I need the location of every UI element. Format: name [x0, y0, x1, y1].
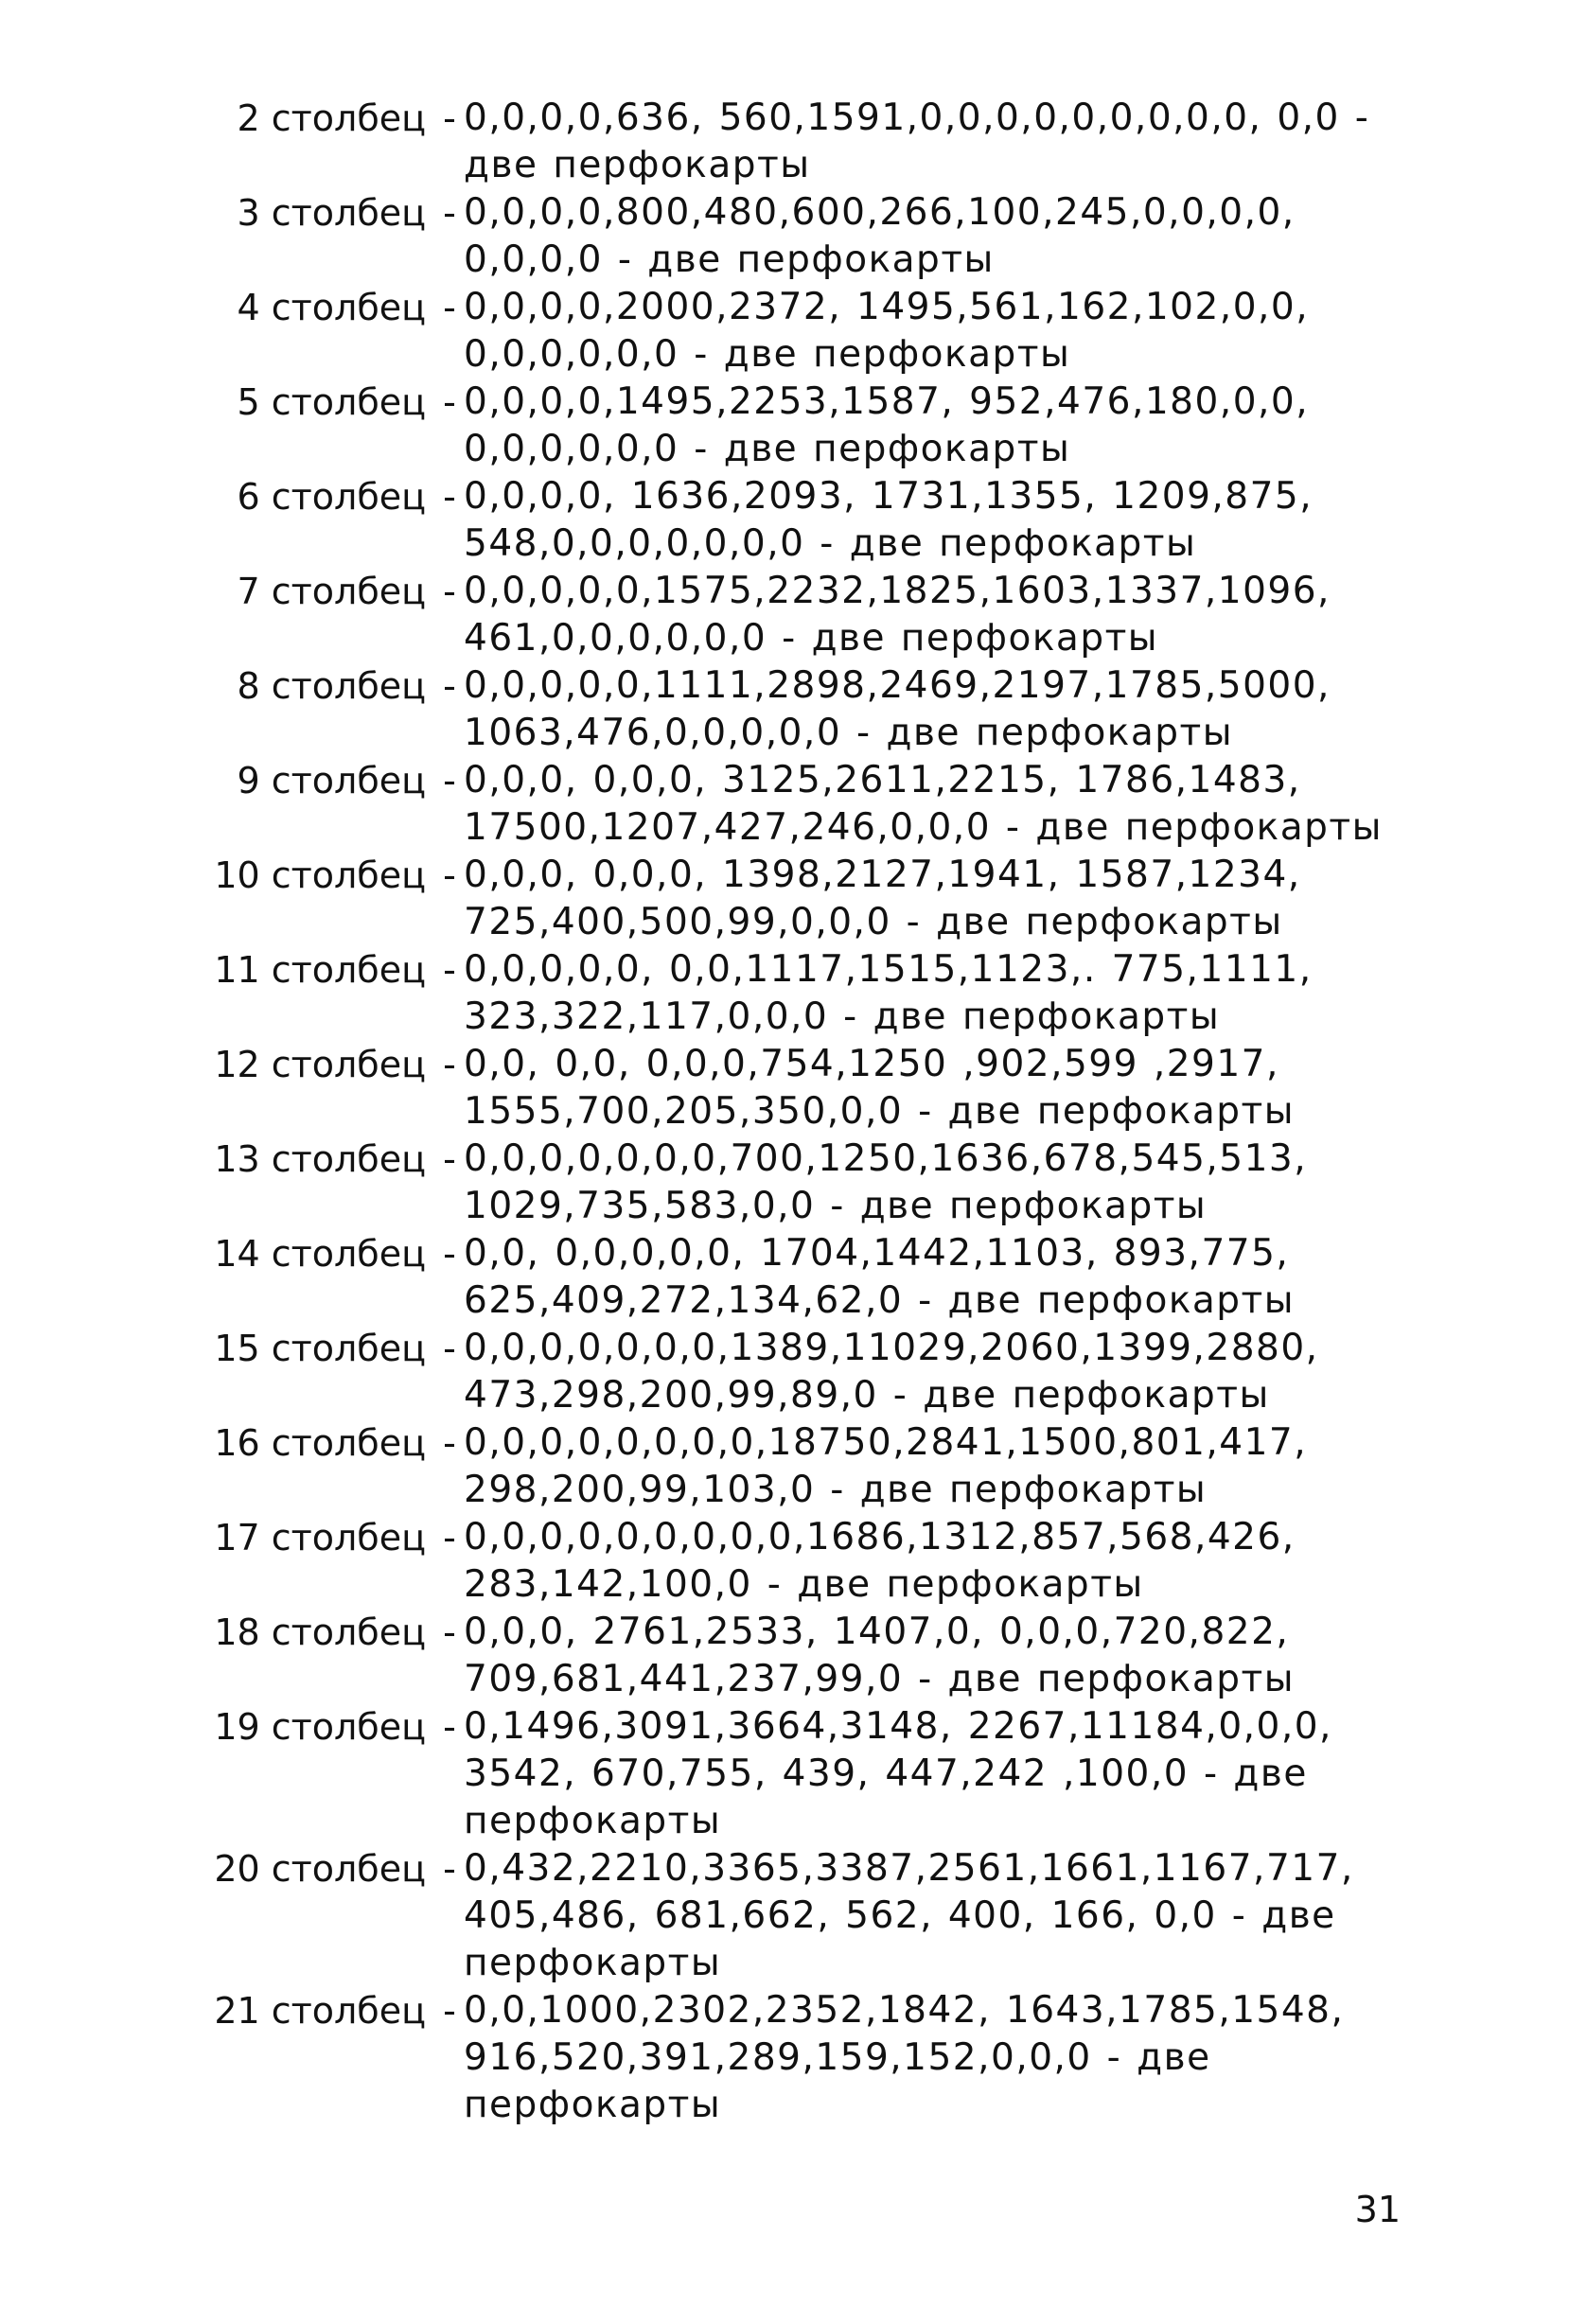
- column-values: 0,1496,3091,3664,3148, 2267,11184,0,0,0, 3542, 670,755, 439, 447,242 ,100,0 - две перфокарты: [464, 1705, 1332, 1842]
- separator-dash: -: [443, 1138, 456, 1180]
- separator-dash: -: [443, 381, 456, 423]
- separator-dash: -: [443, 1422, 456, 1464]
- separator-dash: -: [443, 854, 456, 896]
- separator-dash: -: [443, 949, 456, 991]
- column-values: 0,0,0,0,0,1111,2898,2469,2197,1785,5000, 1063,476,0,0,0,0,0 - две перфокарты: [464, 664, 1331, 754]
- column-values: 0,0,0,0,0,0,0,0,0,1686,1312,857,568,426, 283,142,100,0 - две перфокарты: [464, 1516, 1296, 1606]
- list-item: [142, 1703, 1448, 1845]
- column-label: 3 столбец: [237, 192, 426, 234]
- column-label: 4 столбец: [237, 287, 426, 328]
- column-label: 19 столбец: [214, 1706, 426, 1748]
- column-values: 0,0,0,0,800,480,600,266,100,245,0,0,0,0, 0,0,0,0 - две перфокарты: [464, 191, 1296, 281]
- column-label: 18 столбец: [214, 1611, 426, 1653]
- separator-dash: -: [443, 1517, 456, 1558]
- column-label: 2 столбец: [237, 97, 426, 139]
- column-label: 6 столбец: [237, 476, 426, 518]
- separator-dash: -: [443, 1848, 456, 1890]
- separator-dash: -: [443, 1706, 456, 1748]
- column-label: 12 столбец: [214, 1044, 426, 1085]
- column-values: 0,0,0,0,0,0,0,1389,11029,2060,1399,2880, 473,298,200,99,89,0 - две перфокарты: [464, 1327, 1319, 1417]
- list-item: [142, 1514, 1448, 1609]
- column-values: 0,0,0,0,0, 0,0,1117,1515,1123,. 775,1111, 323,322,117,0,0,0 - две перфокарты: [464, 948, 1313, 1038]
- column-label: 10 столбец: [214, 854, 426, 896]
- list-item: [142, 1041, 1448, 1136]
- column-label: 7 столбец: [237, 571, 426, 612]
- separator-dash: -: [443, 1328, 456, 1369]
- list-item: [142, 1230, 1448, 1325]
- column-label: 14 столбец: [214, 1233, 426, 1275]
- list-item: [142, 379, 1448, 473]
- column-label: 5 столбец: [237, 381, 426, 423]
- column-label: 16 столбец: [214, 1422, 426, 1464]
- page-number: 31: [1354, 2189, 1401, 2230]
- list-item: [142, 946, 1448, 1041]
- list-item: [142, 1845, 1448, 1987]
- column-values: 0,0, 0,0, 0,0,0,754,1250 ,902,599 ,2917, 1555,700,205,350,0,0 - две перфокарты: [464, 1043, 1296, 1133]
- list-item: [142, 852, 1448, 946]
- column-values: 0,0,0,0,0,1575,2232,1825,1603,1337,1096, 461,0,0,0,0,0,0 - две перфокарты: [464, 570, 1331, 660]
- column-values: 0,432,2210,3365,3387,2561,1661,1167,717, 405,486, 681,662, 562, 400, 166, 0,0 - две перфокарты: [464, 1847, 1354, 1984]
- separator-dash: -: [443, 287, 456, 328]
- list-item: [142, 284, 1448, 379]
- separator-dash: -: [443, 1233, 456, 1275]
- column-values: 0,0,0,0,0,0,0,700,1250,1636,678,545,513, 1029,735,583,0,0 - две перфокарты: [464, 1137, 1308, 1227]
- column-label: 17 столбец: [214, 1517, 426, 1558]
- column-label: 20 столбец: [214, 1848, 426, 1890]
- list-item: [142, 95, 1448, 189]
- list-item: [142, 662, 1448, 757]
- column-values: 0,0,0,0,636, 560,1591,0,0,0,0,0,0,0,0,0, 0,0 - две перфокарты: [464, 97, 1370, 186]
- list-item: [142, 1136, 1448, 1230]
- list-item: [142, 1419, 1448, 1514]
- column-values: 0,0,0, 2761,2533, 1407,0, 0,0,0,720,822, 709,681,441,237,99,0 - две перфокарты: [464, 1611, 1296, 1700]
- list-item: [142, 1325, 1448, 1419]
- separator-dash: -: [443, 476, 456, 518]
- list-item: [142, 189, 1448, 284]
- separator-dash: -: [443, 571, 456, 612]
- separator-dash: -: [443, 760, 456, 801]
- separator-dash: -: [443, 192, 456, 234]
- list-item: [142, 1987, 1448, 2129]
- separator-dash: -: [443, 665, 456, 707]
- column-values: 0,0,0,0,1495,2253,1587, 952,476,180,0,0, 0,0,0,0,0,0 - две перфокарты: [464, 380, 1310, 470]
- list-item: [142, 1609, 1448, 1703]
- column-values: 0,0,0, 0,0,0, 3125,2611,2215, 1786,1483, 17500,1207,427,246,0,0,0 - две перфокарты: [464, 759, 1383, 849]
- column-label: 11 столбец: [214, 949, 426, 991]
- separator-dash: -: [443, 97, 456, 139]
- column-label: 9 столбец: [237, 760, 426, 801]
- column-values: 0,0,0,0,2000,2372, 1495,561,162,102,0,0, 0,0,0,0,0,0 - две перфокарты: [464, 286, 1310, 376]
- separator-dash: -: [443, 1990, 456, 2032]
- column-values: 0,0, 0,0,0,0,0, 1704,1442,1103, 893,775, 625,409,272,134,62,0 - две перфокарты: [464, 1232, 1296, 1322]
- list-item: [142, 473, 1448, 568]
- column-values: 0,0,0,0,0,0,0,0,18750,2841,1500,801,417, 298,200,99,103,0 - две перфокарты: [464, 1421, 1308, 1511]
- column-values: 0,0,0,0, 1636,2093, 1731,1355, 1209,875, 548,0,0,0,0,0,0,0 - две перфокарты: [464, 475, 1314, 565]
- column-label: 21 столбец: [214, 1990, 426, 2032]
- column-values: 0,0,1000,2302,2352,1842, 1643,1785,1548, 916,520,391,289,159,152,0,0,0 - две перфокарты: [464, 1989, 1345, 2126]
- column-label: 13 столбец: [214, 1138, 426, 1180]
- column-label: 15 столбец: [214, 1328, 426, 1369]
- separator-dash: -: [443, 1611, 456, 1653]
- column-label: 8 столбец: [237, 665, 426, 707]
- separator-dash: -: [443, 1044, 456, 1085]
- column-values: 0,0,0, 0,0,0, 1398,2127,1941, 1587,1234, 725,400,500,99,0,0,0 - две перфокарты: [464, 854, 1301, 943]
- column-list: [142, 95, 1448, 2129]
- list-item: [142, 568, 1448, 662]
- list-item: [142, 757, 1448, 852]
